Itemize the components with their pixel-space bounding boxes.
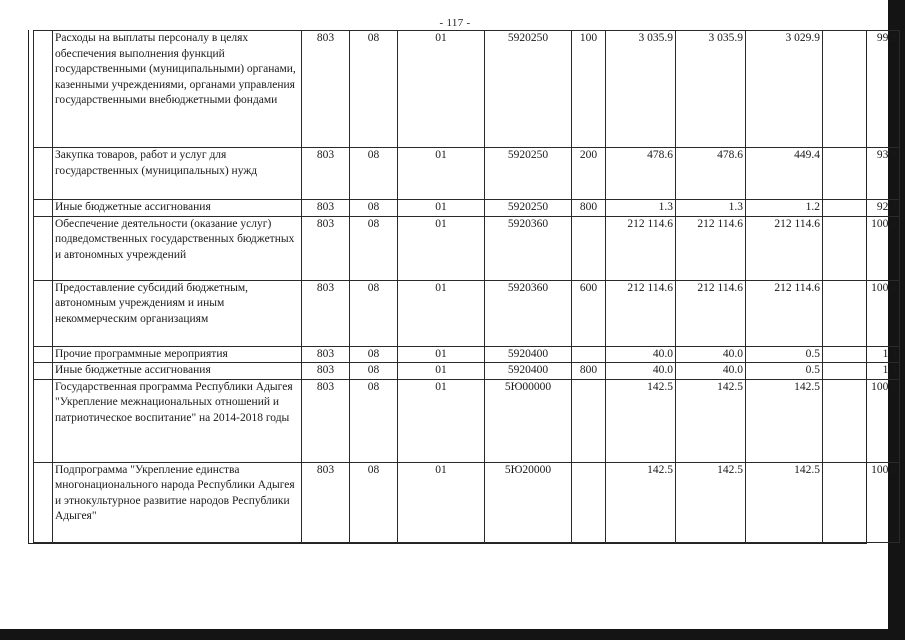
amount-2: 40.0 (676, 346, 746, 363)
page-number: - 117 - (439, 17, 471, 29)
table-row (34, 462, 900, 542)
expense-type-code (572, 379, 606, 462)
subsection-code: 01 (398, 31, 485, 148)
amount-1: 142.5 (606, 379, 676, 462)
target-code: 5Ю00000 (485, 379, 572, 462)
target-code: 5920250 (485, 200, 572, 217)
margin-cell (34, 31, 53, 148)
section-code: 08 (350, 216, 398, 280)
margin-cell (34, 462, 53, 542)
subsection-code: 01 (398, 200, 485, 217)
expense-type-code: 800 (572, 200, 606, 217)
execution-percent: 100.0 (823, 216, 900, 280)
section-code: 08 (350, 346, 398, 363)
budget-table (33, 30, 900, 543)
amount-1: 3 035.9 (606, 31, 676, 148)
margin-cell (34, 346, 53, 363)
table-row (34, 280, 900, 346)
execution-percent: 99.8 (823, 31, 900, 148)
scan-edge-bottom (0, 629, 905, 640)
amount-3: 142.5 (746, 462, 823, 542)
ministry-code: 803 (302, 280, 350, 346)
margin-cell (34, 148, 53, 200)
row-name: Расходы на выплаты персоналу в целях обеспечения выполнения функций государственными (муниципальными) органами, казенными учреждениями, органами управления государственными внебюджетными фондами (53, 31, 302, 148)
section-code: 08 (350, 148, 398, 200)
margin-cell (34, 216, 53, 280)
amount-2: 212 114.6 (676, 280, 746, 346)
amount-3: 142.5 (746, 379, 823, 462)
execution-percent: 100.0 (823, 280, 900, 346)
table-row (34, 148, 900, 200)
row-name: Иные бюджетные ассигнования (53, 200, 302, 217)
margin-cell (34, 200, 53, 217)
table-row (34, 346, 900, 363)
amount-3: 3 029.9 (746, 31, 823, 148)
ministry-code: 803 (302, 379, 350, 462)
row-name: Подпрограмма "Укрепление единства многонационального народа Республики Адыгея и этнокультурное развитие народов Республики Адыгея" (53, 462, 302, 542)
ministry-code: 803 (302, 31, 350, 148)
expense-type-code: 600 (572, 280, 606, 346)
amount-2: 1.3 (676, 200, 746, 217)
execution-percent: 1.3 (823, 363, 900, 380)
execution-percent: 1.3 (823, 346, 900, 363)
section-code: 08 (350, 379, 398, 462)
ministry-code: 803 (302, 216, 350, 280)
row-name: Государственная программа Республики Адыгея "Укрепление межнациональных отношений и патриотическое воспитание" на 2014-2018 годы (53, 379, 302, 462)
expense-type-code (572, 216, 606, 280)
subsection-code: 01 (398, 363, 485, 380)
table-row (34, 379, 900, 462)
table-body (34, 31, 900, 543)
section-code: 08 (350, 363, 398, 380)
table-row (34, 216, 900, 280)
table-row (34, 200, 900, 217)
amount-2: 212 114.6 (676, 216, 746, 280)
expense-type-code (572, 462, 606, 542)
target-code: 5920360 (485, 280, 572, 346)
target-code: 5920360 (485, 216, 572, 280)
subsection-code: 01 (398, 148, 485, 200)
subsection-code: 01 (398, 216, 485, 280)
section-code: 08 (350, 462, 398, 542)
table-row (34, 363, 900, 380)
ministry-code: 803 (302, 363, 350, 380)
amount-3: 212 114.6 (746, 280, 823, 346)
row-name: Иные бюджетные ассигнования (53, 363, 302, 380)
amount-3: 449.4 (746, 148, 823, 200)
table-row (34, 31, 900, 148)
section-code: 08 (350, 200, 398, 217)
subsection-code: 01 (398, 280, 485, 346)
amount-1: 212 114.6 (606, 280, 676, 346)
amount-3: 212 114.6 (746, 216, 823, 280)
amount-1: 478.6 (606, 148, 676, 200)
execution-percent: 100.0 (823, 379, 900, 462)
expense-type-code: 100 (572, 31, 606, 148)
amount-1: 1.3 (606, 200, 676, 217)
ministry-code: 803 (302, 462, 350, 542)
subsection-code: 01 (398, 346, 485, 363)
expense-type-code: 800 (572, 363, 606, 380)
amount-2: 40.0 (676, 363, 746, 380)
amount-1: 40.0 (606, 363, 676, 380)
amount-1: 40.0 (606, 346, 676, 363)
execution-percent: 100.0 (823, 462, 900, 542)
execution-percent: 93.9 (823, 148, 900, 200)
target-code: 5920400 (485, 346, 572, 363)
ministry-code: 803 (302, 346, 350, 363)
ministry-code: 803 (302, 148, 350, 200)
amount-3: 0.5 (746, 346, 823, 363)
target-code: 5Ю20000 (485, 462, 572, 542)
margin-cell (34, 379, 53, 462)
target-code: 5920250 (485, 31, 572, 148)
amount-3: 0.5 (746, 363, 823, 380)
margin-cell (34, 280, 53, 346)
subsection-code: 01 (398, 379, 485, 462)
amount-2: 142.5 (676, 462, 746, 542)
subsection-code: 01 (398, 462, 485, 542)
row-name: Закупка товаров, работ и услуг для государственных (муниципальных) нужд (53, 148, 302, 200)
amount-1: 142.5 (606, 462, 676, 542)
margin-cell (34, 363, 53, 380)
row-name: Прочие программные мероприятия (53, 346, 302, 363)
target-code: 5920250 (485, 148, 572, 200)
amount-3: 1.2 (746, 200, 823, 217)
row-name: Обеспечение деятельности (оказание услуг) подведомственных государственных бюджетных и автономных учреждений (53, 216, 302, 280)
execution-percent: 92.3 (823, 200, 900, 217)
section-code: 08 (350, 280, 398, 346)
expense-type-code (572, 346, 606, 363)
row-name: Предоставление субсидий бюджетным, автономным учреждениям и иным некоммерческим организациям (53, 280, 302, 346)
expense-type-code: 200 (572, 148, 606, 200)
ministry-code: 803 (302, 200, 350, 217)
amount-1: 212 114.6 (606, 216, 676, 280)
section-code: 08 (350, 31, 398, 148)
amount-2: 142.5 (676, 379, 746, 462)
amount-2: 3 035.9 (676, 31, 746, 148)
amount-2: 478.6 (676, 148, 746, 200)
target-code: 5920400 (485, 363, 572, 380)
